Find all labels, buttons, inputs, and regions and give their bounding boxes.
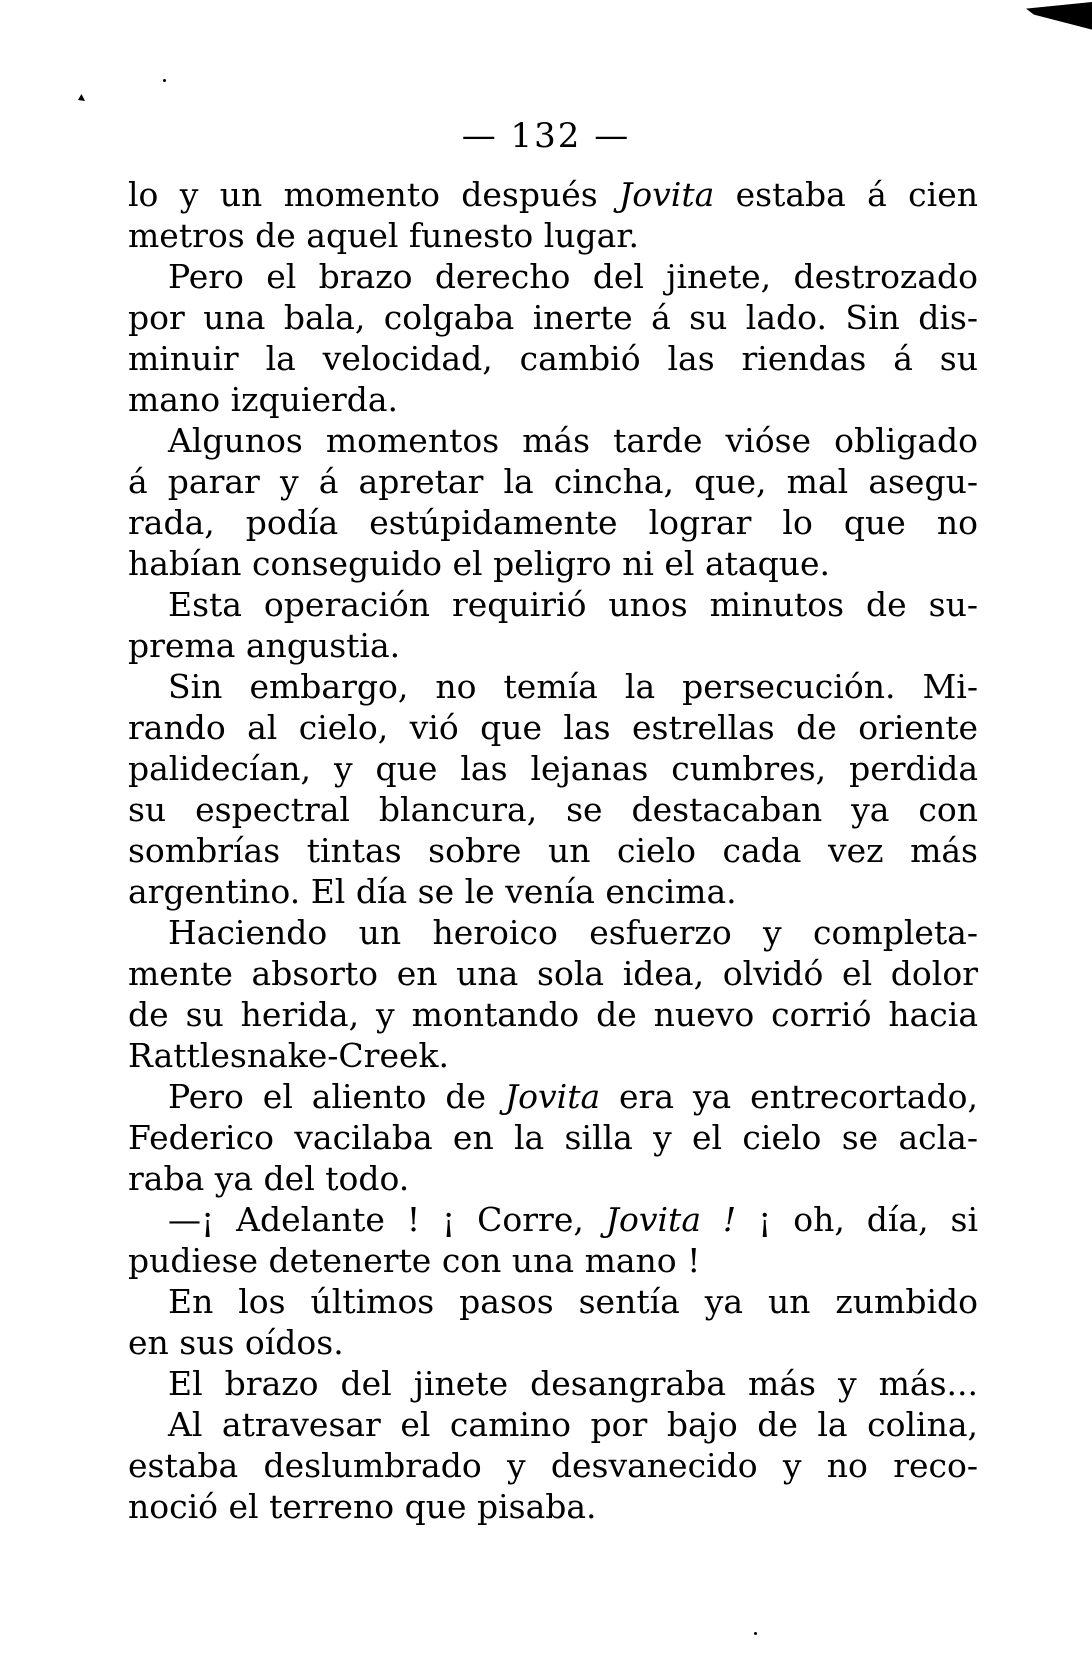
text-line: [128, 830, 978, 871]
text-line: [128, 1486, 978, 1527]
text-line: [128, 1035, 978, 1076]
text-line: [128, 789, 978, 830]
text-run: raba ya del todo.: [128, 1159, 410, 1198]
paragraph: [128, 420, 978, 584]
paragraph: [128, 256, 978, 420]
text-line: [128, 502, 978, 543]
italic-text-run: Jovita !: [605, 1200, 737, 1239]
italic-text-run: Jovita: [504, 1077, 601, 1116]
text-run: prema angustia.: [128, 626, 401, 665]
text-line: [128, 1240, 978, 1281]
text-line: [128, 1158, 978, 1199]
text-line: [128, 994, 978, 1035]
page-number: — 132 —: [461, 116, 631, 156]
paragraph: [128, 1199, 978, 1281]
paragraph: [128, 584, 978, 666]
paragraph: [128, 174, 978, 256]
text-line: [128, 215, 978, 256]
text-run: Sin embargo, no temía la persecución. Mi-: [168, 667, 978, 706]
text-line: [128, 1445, 978, 1486]
text-line: [128, 625, 978, 666]
text-line: [128, 871, 978, 912]
text-line: [128, 338, 978, 379]
text-run: Rattlesnake-Creek.: [128, 1036, 449, 1075]
text-run: era ya entrecortado,: [600, 1077, 979, 1116]
text-run: por una bala, colgaba inerte á su lado. Sin dis-: [128, 298, 978, 337]
text-line: [128, 174, 978, 215]
text-run: estaba deslumbrado y desvanecido y no reco-: [128, 1446, 978, 1485]
text-line: [128, 1117, 978, 1158]
text-run: rando al cielo, vió que las estrellas de oriente: [128, 708, 978, 747]
text-run: mano izquierda.: [128, 380, 399, 419]
scan-speck: [78, 94, 85, 101]
text-run: habían conseguido el peligro ni el ataque.: [128, 544, 830, 583]
paragraph: [128, 666, 978, 912]
text-run: mente absorto en una sola idea, olvidó el dolor: [128, 954, 978, 993]
text-run: pudiese detenerte con una mano !: [128, 1241, 701, 1280]
scan-speck: [754, 1632, 757, 1635]
text-run: Esta operación requirió unos minutos de su-: [168, 585, 978, 624]
text-line: [128, 543, 978, 584]
text-line: [128, 707, 978, 748]
text-line: [128, 461, 978, 502]
text-run: Haciendo un heroico esfuerzo y completa-: [168, 913, 978, 952]
text-line: [128, 1076, 978, 1117]
text-run: minuir la velocidad, cambió las riendas á su: [128, 339, 978, 378]
text-run: Algunos momentos más tarde vióse obligado: [168, 421, 978, 460]
text-line: [128, 1322, 978, 1363]
scan-speck: [163, 79, 166, 82]
text-run: Pero el aliento de: [168, 1077, 505, 1116]
text-line: [128, 1363, 978, 1404]
paragraph: [128, 1404, 978, 1527]
text-line: [128, 953, 978, 994]
text-line: [128, 666, 978, 707]
text-run: Pero el brazo derecho del jinete, destrozado: [168, 257, 978, 296]
text-line: [128, 420, 978, 461]
text-line: [128, 1199, 978, 1240]
text-run: su espectral blancura, se destacaban ya con: [128, 790, 978, 829]
paragraph: [128, 1363, 978, 1404]
text-run: ¡ oh, día, si: [736, 1200, 978, 1239]
text-line: [128, 912, 978, 953]
page-body: [128, 174, 978, 1527]
text-line: [128, 379, 978, 420]
text-run: metros de aquel funesto lugar.: [128, 216, 639, 255]
text-line: [128, 256, 978, 297]
text-run: lo y un momento después: [128, 175, 620, 214]
text-run: palidecían, y que las lejanas cumbres, perdida: [128, 749, 978, 788]
text-run: El brazo del jinete desangraba más y más...: [168, 1364, 978, 1403]
text-run: Federico vacilaba en la silla y el cielo se acla-: [128, 1118, 978, 1157]
text-run: Al atravesar el camino por bajo de la colina,: [168, 1405, 978, 1444]
text-run: de su herida, y montando de nuevo corrió hacia: [128, 995, 978, 1034]
text-run: —¡ Adelante ! ¡ Corre,: [168, 1200, 606, 1239]
text-run: noció el terreno que pisaba.: [128, 1487, 597, 1526]
text-line: [128, 584, 978, 625]
text-line: [128, 1404, 978, 1445]
text-run: en sus oídos.: [128, 1323, 344, 1362]
text-run: estaba á cien: [714, 175, 978, 214]
text-line: [128, 748, 978, 789]
italic-text-run: Jovita: [619, 175, 715, 214]
text-run: sombrías tintas sobre un cielo cada vez más: [128, 831, 978, 870]
paragraph: [128, 912, 978, 1076]
scan-ink-smudge: [1026, 2, 1092, 32]
paragraph: [128, 1076, 978, 1199]
paragraph: [128, 1281, 978, 1363]
text-line: [128, 297, 978, 338]
text-run: rada, podía estúpidamente lograr lo que no: [128, 503, 978, 542]
text-line: [128, 1281, 978, 1322]
text-run: argentino. El día se le venía encima.: [128, 872, 737, 911]
text-run: á parar y á apretar la cincha, que, mal asegu-: [128, 462, 978, 501]
text-run: En los últimos pasos sentía ya un zumbido: [168, 1282, 978, 1321]
